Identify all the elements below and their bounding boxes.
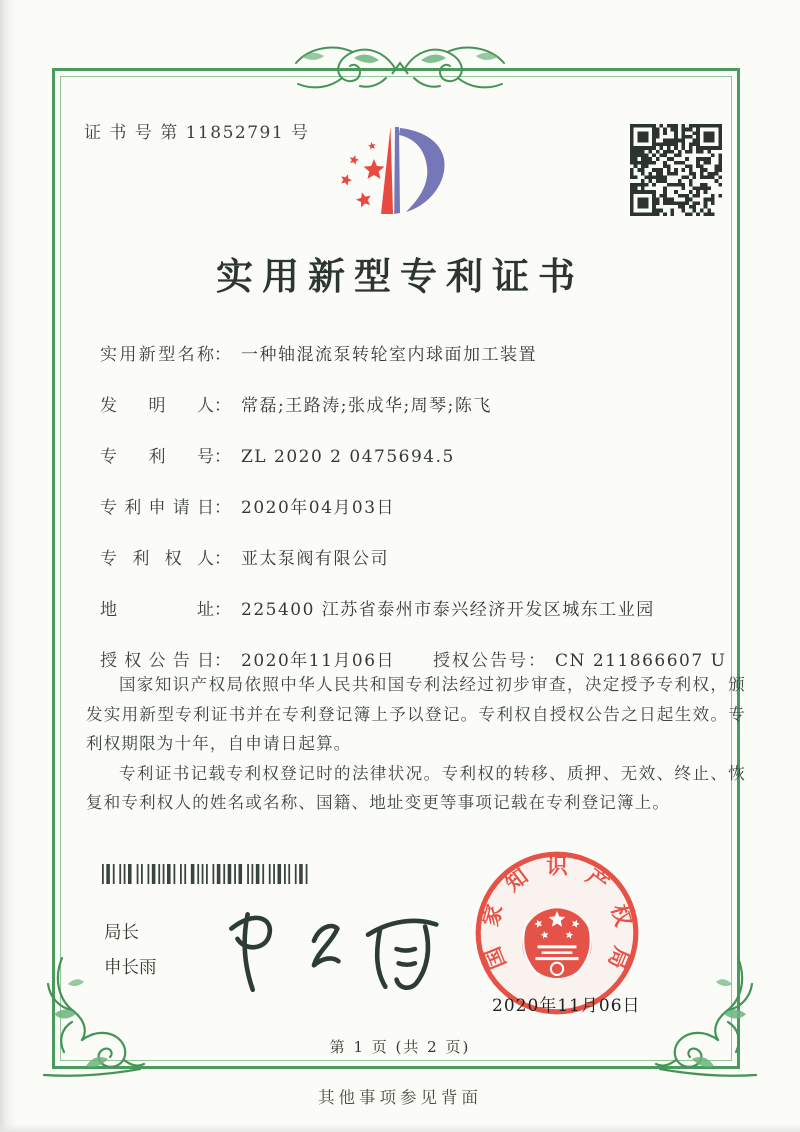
field-row-name [100, 340, 748, 366]
page-number: 第 1 页 (共 2 页) [329, 1038, 471, 1056]
field-row-inventors [100, 391, 748, 417]
field-colon: ： [214, 549, 231, 569]
field-list [100, 340, 748, 697]
field-label-grant-number: 授权公告号 [433, 651, 529, 671]
field-colon: ： [214, 396, 231, 416]
svg-text:家: 家 [478, 901, 509, 930]
field-label: 发明人 [100, 396, 214, 416]
field-row-filing-date [100, 493, 748, 519]
svg-text:权: 权 [605, 901, 636, 930]
field-colon: ： [214, 447, 231, 467]
page-title: 实用新型专利证书 [216, 254, 584, 298]
svg-text:产: 产 [580, 864, 614, 898]
field-label: 专利号 [100, 447, 214, 467]
shen-changyu-signature [215, 898, 470, 1000]
scan-edge-shadow-bottom [0, 1124, 800, 1132]
logo-blue-bowl [399, 128, 445, 212]
field-label: 专利权人 [100, 549, 214, 569]
field-row-patentee [100, 544, 748, 570]
field-label: 授权公告日 [100, 651, 214, 671]
field-value: 2020年04月03日 [241, 498, 396, 518]
field-colon: ： [214, 600, 231, 620]
svg-text:识: 识 [546, 854, 568, 880]
field-row-address [100, 595, 748, 621]
field-value: 亚太泵阀有限公司 [241, 549, 389, 569]
field-value-grant-number: CN 211866607 U [555, 651, 727, 671]
footer-note: 其他事项参见背面 [318, 1088, 482, 1107]
field-value: 225400 江苏省泰州市泰兴经济开发区城东工业园 [241, 600, 655, 620]
svg-text:局: 局 [602, 943, 634, 973]
certificate-number: 证 书 号 第 11852791 号 [84, 123, 310, 143]
field-label: 专利申请日 [100, 498, 214, 518]
field-value: 2020年11月06日 [241, 651, 396, 671]
qr-code [630, 124, 722, 216]
national-emblem [522, 908, 592, 978]
field-label: 实用新型名称 [100, 345, 214, 365]
issuer-name: 申长雨 [104, 958, 157, 978]
issuer-title: 局长 [104, 923, 139, 943]
legal-paragraph-1: 国家知识产权局依照中华人民共和国专利法经过初步审查，决定授予专利权，颁发实用新型专利证书并在专利登记簿上予以登记。专利权自授权公告之日起生效。专利权期限为十年，自申请日起算。 [86, 675, 746, 753]
field-value: 常磊;王路涛;张成华;周琴;陈飞 [241, 396, 492, 416]
legal-text [86, 670, 746, 818]
logo-red-wedge [381, 127, 393, 214]
logo-blue-bar [394, 127, 400, 214]
svg-text:知: 知 [500, 864, 534, 898]
scan-edge-shadow [0, 0, 16, 1132]
grant-date-stamp: 2020年11月06日 [492, 996, 641, 1016]
field-value: ZL 2020 2 0475694.5 [241, 447, 455, 467]
barcode [102, 864, 310, 884]
field-colon: ： [214, 651, 231, 671]
field-label: 地址 [100, 600, 214, 620]
svg-text:国: 国 [480, 943, 512, 973]
field-colon: ： [214, 498, 231, 518]
legal-paragraph-2: 专利证书记载专利权登记时的法律状况。专利权的转移、质押、无效、终止、恢复和专利权人的姓名或名称、国籍、地址变更等事项记载在专利登记簿上。 [86, 763, 746, 812]
field-colon: ： [528, 651, 546, 671]
cnipa-logo-icon [330, 110, 510, 240]
field-value: 一种轴混流泵转轮室内球面加工装置 [241, 345, 537, 365]
field-row-grant-date [100, 646, 748, 672]
issuer-block [104, 916, 157, 986]
field-colon: ： [214, 345, 231, 365]
field-row-patent-number [100, 442, 748, 468]
